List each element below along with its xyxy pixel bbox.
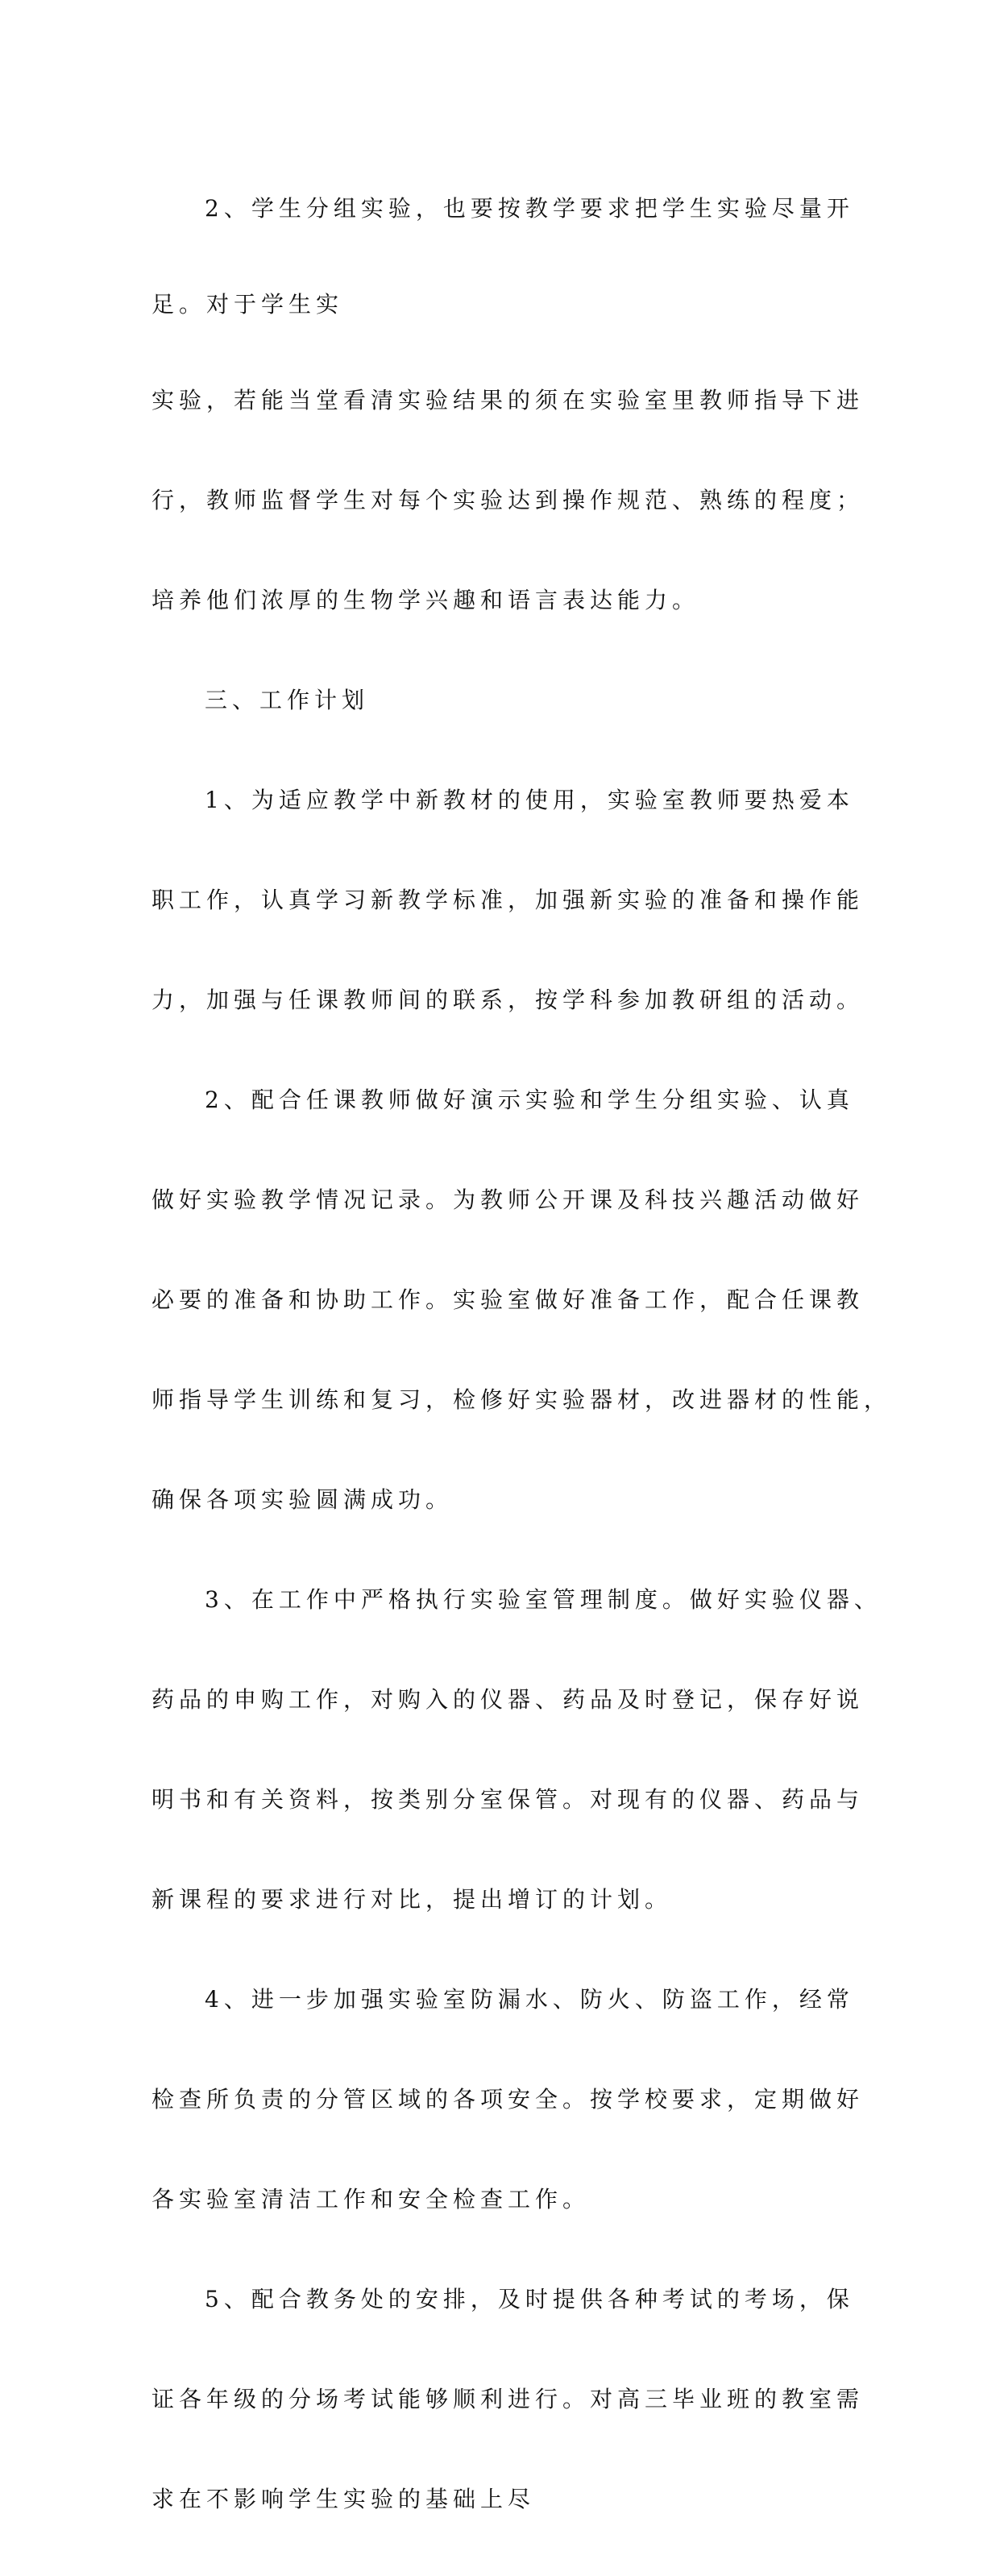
paragraph-line-9: 力，加强与任课教师间的联系，按学科参加教研组的活动。 [151, 987, 865, 1013]
paragraph-line-11: 做好实验教学情况记录。为教师公开课及科技兴趣活动做好 [151, 1186, 865, 1213]
section-heading-work-plan: 三、工作计划 [205, 687, 370, 713]
paragraph-line-12: 必要的准备和协助工作。实验室做好准备工作，配合任课教 [151, 1286, 865, 1313]
paragraph-line-17: 明书和有关资料，按类别分室保管。对现有的仪器、药品与 [151, 1786, 865, 1813]
paragraph-line-10: 2、配合任课教师做好演示实验和学生分组实验、认真 [205, 1086, 854, 1113]
paragraph-line-20: 检查所负责的分管区域的各项安全。按学校要求，定期做好 [151, 2086, 865, 2113]
paragraph-line-4: 行，教师监督学生对每个实验达到操作规范、熟练的程度； [151, 487, 865, 513]
paragraph-line-7: 1、为适应教学中新教材的使用，实验室教师要热爱本 [205, 787, 854, 813]
paragraph-line-23: 证各年级的分场考试能够顺利进行。对高三毕业班的教室需 [151, 2386, 865, 2412]
paragraph-line-13: 师指导学生训练和复习，检修好实验器材，改进器材的性能， [151, 1386, 892, 1413]
paragraph-line-19: 4、进一步加强实验室防漏水、防火、防盗工作，经常 [205, 1986, 854, 2013]
paragraph-line-8: 职工作，认真学习新教学标准，加强新实验的准备和操作能 [151, 887, 865, 913]
paragraph-line-14: 确保各项实验圆满成功。 [151, 1486, 454, 1513]
paragraph-line-24: 求在不影响学生实验的基础上尽 [151, 2486, 536, 2512]
paragraph-line-21: 各实验室清洁工作和安全检查工作。 [151, 2186, 591, 2212]
paragraph-line-1: 2、学生分组实验，也要按教学要求把学生实验尽量开 [205, 195, 854, 222]
paragraph-line-5: 培养他们浓厚的生物学兴趣和语言表达能力。 [151, 587, 700, 613]
document-body [151, 132, 892, 2576]
paragraph-line-15: 3、在工作中严格执行实验室管理制度。做好实验仪器、 [205, 1586, 882, 1613]
paragraph-line-3: 实验，若能当堂看清实验结果的须在实验室里教师指导下进 [151, 387, 865, 413]
paragraph-line-18: 新课程的要求进行对比，提出增订的计划。 [151, 1886, 673, 1913]
paragraph-line-2: 足。对于学生实 [151, 291, 344, 318]
paragraph-line-16: 药品的申购工作，对购入的仪器、药品及时登记，保存好说 [151, 1686, 865, 1713]
paragraph-line-22: 5、配合教务处的安排，及时提供各种考试的考场，保 [205, 2286, 854, 2312]
